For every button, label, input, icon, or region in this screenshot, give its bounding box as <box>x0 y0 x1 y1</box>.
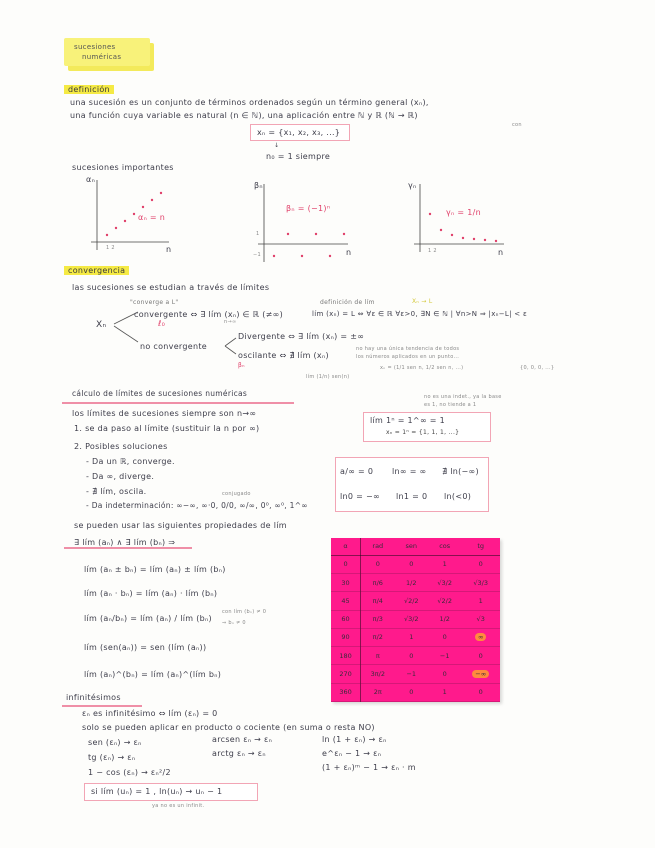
g3-xlabel: n <box>498 248 504 257</box>
box1-note2: es 1, no tiende a 1 <box>424 402 477 408</box>
point <box>124 220 126 222</box>
trig-header-row <box>331 538 500 555</box>
point <box>106 234 108 236</box>
trig-cell: −1 <box>428 647 461 665</box>
g3-ticks: 1 2 <box>428 248 437 254</box>
trig-header: α <box>331 538 361 555</box>
point <box>484 239 486 241</box>
trig-cell: π/2 <box>361 628 395 646</box>
g1-xlabel: n <box>166 245 172 254</box>
calculo-sol2: - Da ∞, diverge. <box>86 472 155 481</box>
osc-seq: xₙ = (1/1 sen n, 1/2 sen n, ...) <box>380 365 464 371</box>
trig-cell: 30 <box>331 574 361 592</box>
trig-header: cos <box>428 538 461 555</box>
trig-cell: √3/2 <box>395 610 428 628</box>
box-2-logs <box>335 457 489 512</box>
box1-line2: xₙ = 1ⁿ = {1, 1, 1, ...} <box>386 429 460 436</box>
heading-convergencia: convergencia <box>64 266 129 275</box>
point <box>440 229 442 231</box>
g2-y1: 1 <box>256 231 260 237</box>
trig-row <box>331 665 500 683</box>
trig-cell: 180 <box>331 647 361 665</box>
trig-cell: 0 <box>395 683 428 701</box>
point <box>329 255 331 257</box>
trig-cell: 3π/2 <box>361 665 395 683</box>
definicion-small: con <box>512 122 522 128</box>
props-cond: ∃ lím (aₙ) ∧ ∃ lím (bₙ) ⇒ <box>74 538 176 547</box>
heading-infinitesimos: infinitésimos <box>66 693 121 702</box>
point <box>151 199 153 201</box>
box2-row2a: ln0 = −∞ <box>340 492 380 501</box>
g3-label: γₙ = 1/n <box>446 208 481 217</box>
trig-row <box>331 592 500 610</box>
heading-importantes: sucesiones importantes <box>72 163 174 172</box>
highlight-value: −∞ <box>472 670 489 678</box>
g2-xlabel: n <box>346 248 352 257</box>
trig-cell: 0 <box>461 555 500 573</box>
point <box>301 255 303 257</box>
graph-beta <box>252 180 352 265</box>
calculo-sol3: - ∄ lím, oscila. <box>86 487 147 496</box>
trig-cell: √3/2 <box>428 574 461 592</box>
point <box>495 240 497 242</box>
trig-cell-highlight <box>461 665 500 683</box>
title-line1: sucesiones <box>74 43 116 51</box>
calculo-line1: los límites de sucesiones siempre son n→∞ <box>72 409 257 418</box>
trig-cell: 0 <box>461 647 500 665</box>
trig-cell: 1 <box>461 592 500 610</box>
inf-e6: ln (1 + εₙ) → εₙ <box>322 735 387 744</box>
osc-example: βₙ <box>238 362 245 369</box>
point <box>429 213 431 215</box>
g1-label: αₙ = n <box>138 213 166 222</box>
trig-cell: π <box>361 647 395 665</box>
g1-ticks: 1 2 <box>106 245 115 251</box>
inf-last-note: ya no es un infinit. <box>152 803 205 809</box>
point <box>343 233 345 235</box>
convergencia-intro: las sucesiones se estudian a través de límites <box>72 283 270 292</box>
inf-e7: e^εₙ − 1 → εₙ <box>322 749 382 758</box>
point <box>115 227 117 229</box>
trig-cell-highlight <box>461 628 500 646</box>
point <box>133 213 135 215</box>
prop-3: lím (aₙ/bₙ) = lím (aₙ) / lím (bₙ) <box>84 614 212 623</box>
point <box>315 233 317 235</box>
converge-quote: "converge a L" <box>130 299 179 306</box>
prop-3-note1: con lím (bₙ) ≠ 0 <box>222 609 267 615</box>
point <box>287 233 289 235</box>
trig-header: tg <box>461 538 500 555</box>
inf-last: si lím (uₙ) = 1 , ln(uₙ) → uₙ − 1 <box>91 787 223 796</box>
trig-cell: 0 <box>361 555 395 573</box>
trig-cell: 1 <box>428 555 461 573</box>
trig-cell: 0 <box>428 628 461 646</box>
trig-row <box>331 610 500 628</box>
trig-cell: π/4 <box>361 592 395 610</box>
inf-e8: (1 + εₙ)ᵐ − 1 → εₙ · m <box>322 763 416 772</box>
g2-label: βₙ = (−1)ⁿ <box>286 204 331 213</box>
inf-def: εₙ es infinitésimo ⇔ lím (εₙ) = 0 <box>82 709 218 718</box>
trig-cell: 360 <box>331 683 361 701</box>
box1-note1: no es una indet., ya la base <box>424 394 502 400</box>
inf-last-box <box>84 783 258 801</box>
box2-row2c: ln(<0) <box>444 492 472 501</box>
inf-e2: tg (εₙ) → εₙ <box>88 753 136 762</box>
branch-arrows <box>112 302 142 348</box>
g2-ym1: −1 <box>253 252 261 258</box>
trig-cell: 1 <box>428 683 461 701</box>
no-convergente: no convergente <box>140 342 208 351</box>
g1-ylabel: αₙ <box>86 175 96 184</box>
calculo-step1: 1. se da paso al límite (sustituir la n por ∞) <box>74 424 260 433</box>
heading-definicion: definición <box>64 85 114 94</box>
def-xn: Xₙ → L <box>412 298 433 305</box>
osc-note1: no hay una única tendencia de todos <box>356 346 460 352</box>
point <box>451 234 453 236</box>
trig-cell: 1/2 <box>395 574 428 592</box>
trig-cell: 1 <box>395 628 428 646</box>
trig-header: rad <box>361 538 395 555</box>
def-formula: lím (xₙ) = L ⇔ ∀ε ∈ ℝ ∀ε>0, ∃N ∈ ℕ | ∀n>N ⇒ |xₙ−L| < ε <box>312 310 528 318</box>
cond-underline <box>64 547 192 549</box>
trig-cell: π/6 <box>361 574 395 592</box>
convergente-sub: n→∞ <box>224 319 237 325</box>
sol4-note: conjugado <box>222 491 251 497</box>
trig-row <box>331 574 500 592</box>
trig-row <box>331 628 500 646</box>
trig-cell: −1 <box>395 665 428 683</box>
definicion-n0: n₀ = 1 siempre <box>266 152 331 161</box>
prop-2: lím (aₙ · bₙ) = lím (aₙ) · lím (bₙ) <box>84 589 218 598</box>
definicion-formula: xₙ = {x₁, x₂, x₃, ...} <box>257 128 341 137</box>
trig-cell: 0 <box>331 555 361 573</box>
point <box>142 206 144 208</box>
inf-e3: 1 − cos (εₙ) → εₙ²/2 <box>88 768 171 777</box>
trig-cell: 0 <box>395 555 428 573</box>
definicion-line2: una función cuya variable es natural (n ∈ ℕ), una aplicación entre ℕ y ℝ (ℕ → ℝ) <box>70 111 418 120</box>
trig-cell: 0 <box>395 647 428 665</box>
inf-e1: sen (εₙ) → εₙ <box>88 738 142 747</box>
trig-row <box>331 647 500 665</box>
trig-cell: √2/2 <box>428 592 461 610</box>
divergente: Divergente ⇔ ∃ lím (xₙ) = ±∞ <box>238 332 365 341</box>
point <box>160 192 162 194</box>
trig-cell: 60 <box>331 610 361 628</box>
inf-e5: arctg εₙ → εₙ <box>212 749 266 758</box>
trig-cell: √3 <box>461 610 500 628</box>
box2-row1c: ∄ ln(−∞) <box>442 467 479 476</box>
convergente: convergente ⇔ ∃ lím (xₙ) ∈ ℝ (≠∞) <box>134 310 284 319</box>
inf-only: solo se pueden aplicar en producto o cociente (en suma o resta NO) <box>82 723 375 732</box>
trig-row <box>331 555 500 573</box>
trig-cell: 2π <box>361 683 395 701</box>
arrow-down: ↓ <box>274 142 280 149</box>
lo-label: ℓ₀ <box>158 319 166 328</box>
def-label: definición de lím <box>320 299 375 306</box>
point <box>462 237 464 239</box>
definicion-line1: una sucesión es un conjunto de términos ordenados según un término general (xₙ), <box>70 98 429 107</box>
oscilante: oscilante ⇔ ∄ lím (xₙ) <box>238 351 329 360</box>
calculo-step2: 2. Posibles soluciones <box>74 442 168 451</box>
prop-4: lím (sen(aₙ)) = sen (lím (aₙ)) <box>84 643 207 652</box>
trig-table <box>331 538 500 702</box>
box-1-inf <box>363 412 491 442</box>
heading-calculo: cálculo de límites de sucesiones numéricas <box>72 389 248 398</box>
calculo-underline <box>62 402 294 404</box>
box2-row1a: a/∞ = 0 <box>340 467 374 476</box>
trig-cell: 1/2 <box>428 610 461 628</box>
trig-cell: 270 <box>331 665 361 683</box>
page-title <box>64 38 150 66</box>
sub-branch-arrows <box>224 334 238 358</box>
trig-cell: π/3 <box>361 610 395 628</box>
point <box>273 255 275 257</box>
g2-ylabel: βₙ <box>254 181 263 190</box>
convergencia-xn: Xₙ <box>96 320 107 330</box>
trig-row <box>331 683 500 701</box>
point <box>473 238 475 240</box>
highlight-value: ∞ <box>475 633 486 641</box>
calculo-sol4: - Da indeterminación: ∞−∞, ∞·0, 0/0, ∞/∞, 0⁰, ∞⁰, 1^∞ <box>86 501 308 510</box>
trig-cell: √2/2 <box>395 592 428 610</box>
trig-cell: 90 <box>331 628 361 646</box>
prop-1: lím (aₙ ± bₙ) = lím (aₙ) ± lím (bₙ) <box>84 565 226 574</box>
trig-header: sen <box>395 538 428 555</box>
box2-row1b: ln∞ = ∞ <box>392 467 427 476</box>
osc-set: {0, 0, 0, ...} <box>520 365 555 371</box>
prop-3-note2: ⇒ bₙ ≠ 0 <box>222 620 246 626</box>
formula-box <box>250 124 350 141</box>
g3-ylabel: γₙ <box>408 181 417 190</box>
title-line2: numéricas <box>82 53 122 61</box>
trig-cell: √3/3 <box>461 574 500 592</box>
trig-cell: 45 <box>331 592 361 610</box>
box1-line1: lím 1ⁿ = 1^∞ = 1 <box>370 416 445 425</box>
trig-cell: 0 <box>461 683 500 701</box>
osc-limit: lím (1/n) sen(n) <box>306 374 350 380</box>
osc-note2: los números aplicados en un punto... <box>356 354 460 360</box>
inf-e4: arcsen εₙ → εₙ <box>212 735 273 744</box>
trig-cell: 0 <box>428 665 461 683</box>
calculo-sol1: - Da un ℝ, converge. <box>86 457 175 466</box>
graph-gamma <box>408 180 508 260</box>
props-intro: se pueden usar las siguientes propiedades de lím <box>74 521 287 530</box>
inf-underline <box>62 705 142 707</box>
box2-row2b: ln1 = 0 <box>396 492 428 501</box>
prop-5: lím (aₙ)^(bₙ) = lím (aₙ)^(lím bₙ) <box>84 670 222 679</box>
